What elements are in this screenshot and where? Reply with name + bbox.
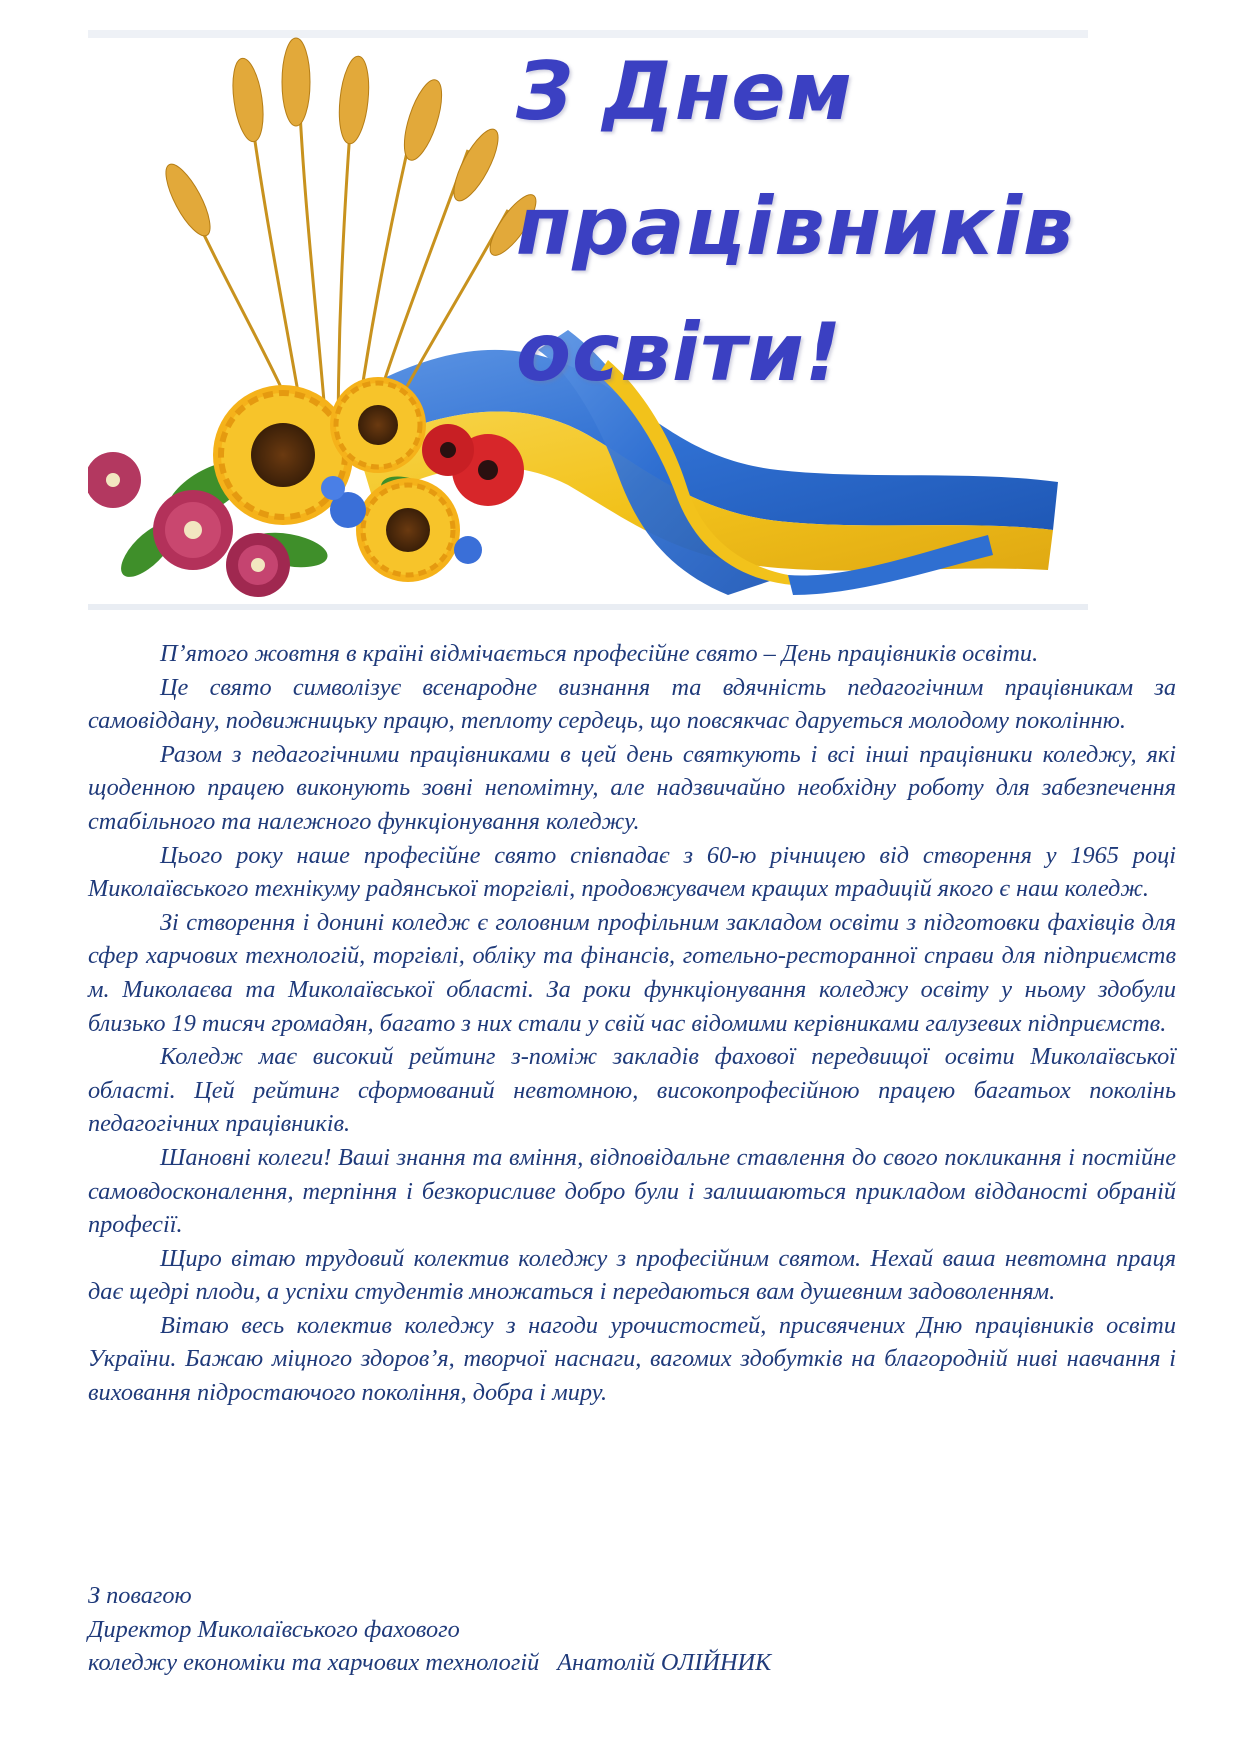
signature-closing: З повагою xyxy=(88,1582,192,1609)
signature-name: Анатолій ОЛІЙНИК xyxy=(557,1649,772,1677)
letter-paragraph: Шановні колеги! Ваші знання та вміння, відповідальне ставлення до свого покликання і постійне самовдосконалення, терпіння і безкорисливе добро були і залишаються прикладом відданості обраній професії. xyxy=(88,1143,1176,1239)
letter-paragraph: Зі створення і донині коледж є головним профільним закладом освіти з підготовки фахівців для сфер харчових технологій, торгівлі, обліку та фінансів, готельно-ресторанної справи для підприємств м. Миколаєва та Миколаївської області. За роки функціонування коледжу освіту у ньому здобули близько 19 тисяч громадян, багато з них стали у свій час відомими керівниками галузевих підприємств. xyxy=(88,908,1176,1037)
letter-paragraph: Це свято символізує всенародне визнання та вдячність педагогічним працівникам за самовіддану, подвижницьку працю, теплоту сердець, що повсякчас даруеться молодому поколінню. xyxy=(88,673,1176,735)
banner-title-line-3: освіти! xyxy=(516,306,843,399)
letter-paragraph: Щиро вітаю трудовий колектив коледжу з професійним святом. Нехай ваша невтомна праця дає щедрі плоди, а успіхи студентів множаться і передаються вам душевним задоволенням. xyxy=(88,1244,1176,1306)
banner-title-line-2: працівників xyxy=(516,180,1075,273)
signature-position-text: коледжу економіки та харчових технологій xyxy=(88,1649,540,1677)
banner-title-line-1: З Днем xyxy=(516,45,853,138)
banner-bottom-border xyxy=(88,604,1088,610)
signature-position-line-2 xyxy=(88,1646,1176,1680)
greeting-banner xyxy=(88,30,1088,610)
letter-paragraph: Вітаю весь колектив коледжу з нагоди урочистостей, присвячених Дню працівників освіти України. Бажаю міцного здоров’я, творчої наснаги, вагомих здобутків на благородній ниві навчання і виховання підростаючого покоління, добра і миру. xyxy=(88,1311,1176,1407)
letter-paragraph: П’ятого жовтня в країні відмічається професійне свято – День працівників освіти. xyxy=(160,640,1039,667)
letter-paragraph: Коледж має високий рейтинг з-поміж закладів фахової передвищої освіти Миколаївської області. Цей рейтинг сформований невтомною, високопрофесійною працею багатьох поколінь педагогічних працівників. xyxy=(88,1043,1176,1138)
letter-paragraph: Разом з педагогічними працівниками в цей день святкують і всі інші працівники коледжу, які щоденною працею виконують зовні непомітну, але надзвичайно необхідну роботу для забезпечення стабільного та належного функціонування коледжу. xyxy=(88,740,1176,835)
letter-paragraph: Цього року наше професійне свято співпадає з 60-ю річницею від створення у 1965 році Миколаївського технікуму радянської торгівлі, продовжувачем кращих традицій якого є наш коледж. xyxy=(88,841,1176,903)
letter-body xyxy=(88,637,1176,1410)
signature-position-line-1: Директор Миколаївського фахового xyxy=(88,1615,460,1643)
signature-block xyxy=(88,1579,1176,1680)
